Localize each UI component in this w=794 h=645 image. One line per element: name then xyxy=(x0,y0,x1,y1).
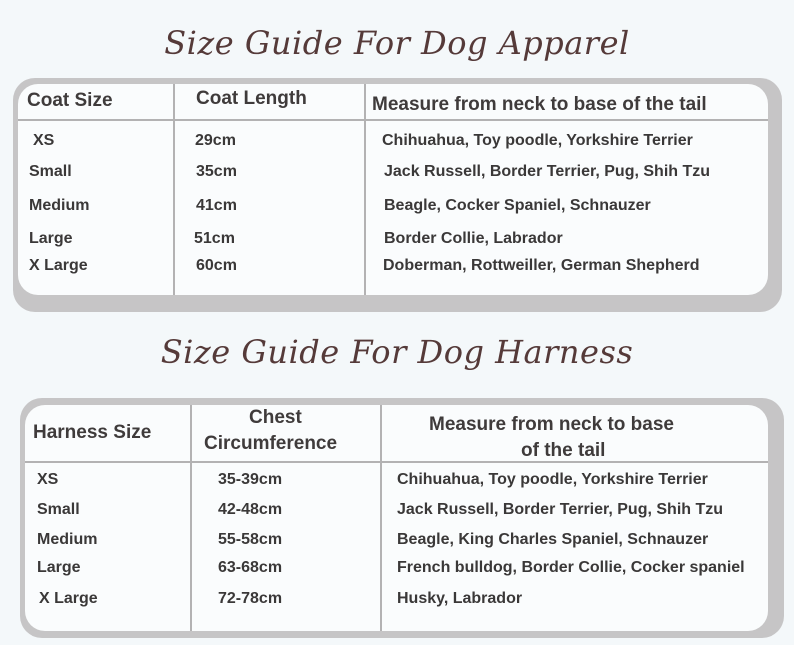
row-chest: 42-48cm xyxy=(218,501,283,518)
harness-title: Size Guide For Dog Harness xyxy=(160,333,634,371)
row-size: XS xyxy=(37,471,59,488)
row-breeds: Husky, Labrador xyxy=(397,590,523,607)
header-coat-length: Coat Length xyxy=(196,88,307,109)
row-breeds: Border Collie, Labrador xyxy=(384,230,563,247)
header-coat-size: Coat Size xyxy=(27,90,113,111)
row-length: 60cm xyxy=(196,257,237,274)
row-chest: 55-58cm xyxy=(218,531,283,548)
row-breeds: Jack Russell, Border Terrier, Pug, Shih Tzu xyxy=(397,501,724,518)
row-size: XS xyxy=(33,132,55,149)
header-chest-line2: Circumference xyxy=(204,433,338,454)
row-length: 41cm xyxy=(196,197,237,214)
row-breeds: Jack Russell, Border Terrier, Pug, Shih Tzu xyxy=(384,163,711,180)
row-chest: 63-68cm xyxy=(218,559,283,576)
row-size: X Large xyxy=(29,257,88,274)
row-chest: 35-39cm xyxy=(218,471,283,488)
row-breeds: French bulldog, Border Collie, Cocker spaniel xyxy=(397,559,745,576)
row-breeds: Chihuahua, Toy poodle, Yorkshire Terrier xyxy=(382,132,693,149)
row-size: Small xyxy=(29,163,72,180)
row-breeds: Beagle, King Charles Spaniel, Schnauzer xyxy=(397,531,709,548)
row-length: 35cm xyxy=(196,163,237,180)
header-measure: Measure from neck to base of the tail xyxy=(372,94,707,115)
row-size: Large xyxy=(29,230,73,247)
row-size: Large xyxy=(37,559,81,576)
apparel-title: Size Guide For Dog Apparel xyxy=(164,24,630,62)
row-size: Medium xyxy=(37,531,98,548)
header-harness-size: Harness Size xyxy=(33,422,152,443)
row-length: 51cm xyxy=(194,230,235,247)
row-size: Small xyxy=(37,501,80,518)
row-size: X Large xyxy=(39,590,98,607)
row-breeds: Chihuahua, Toy poodle, Yorkshire Terrier xyxy=(397,471,708,488)
row-chest: 72-78cm xyxy=(218,590,283,607)
row-breeds: Beagle, Cocker Spaniel, Schnauzer xyxy=(384,197,651,214)
header-measure-line1: Measure from neck to base xyxy=(429,414,674,435)
header-measure-line2: of the tail xyxy=(521,440,606,461)
row-length: 29cm xyxy=(195,132,236,149)
row-breeds: Doberman, Rottweiller, German Shepherd xyxy=(383,257,700,274)
header-chest-line1: Chest xyxy=(249,407,302,428)
row-size: Medium xyxy=(29,197,90,214)
